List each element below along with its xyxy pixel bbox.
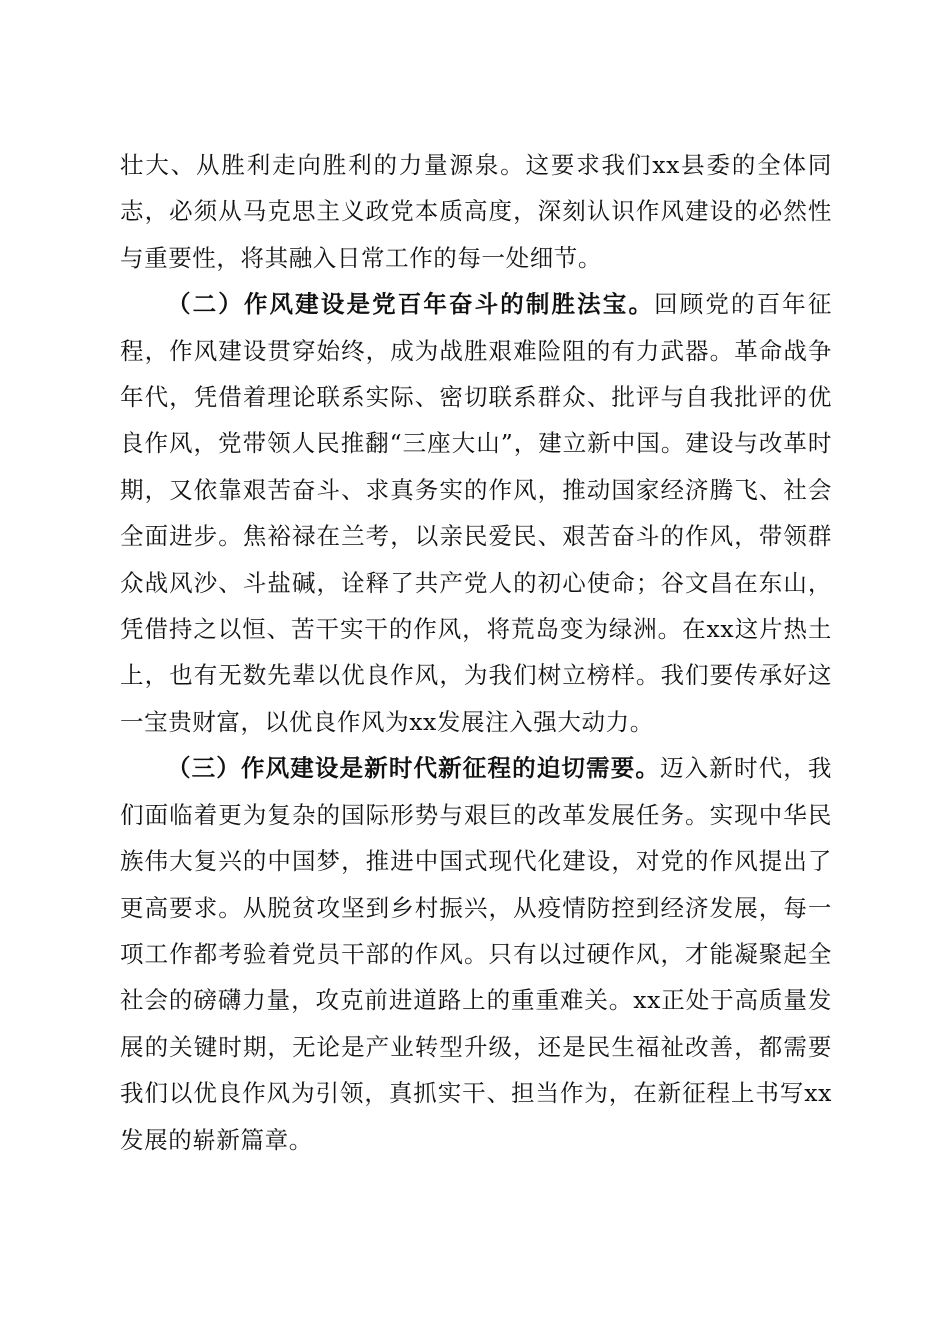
document-page: [120, 142, 832, 1163]
paragraph-section-3: [120, 745, 832, 1163]
section-heading: （三）作风建设是新时代新征程的迫切需要。: [167, 754, 660, 783]
section-heading: （二）作风建设是党百年奋斗的制胜法宝。: [167, 290, 655, 319]
paragraph-section-2: [120, 281, 832, 745]
paragraph-body: 壮大、从胜利走向胜利的力量源泉。这要求我们xx县委的全体同志，必须从马克思主义政党本质高度，深刻认识作风建设的必然性与重要性，将其融入日常工作的每一处细节。: [120, 151, 832, 272]
paragraph-body: 迈入新时代，我们面临着更为复杂的国际形势与艰巨的改革发展任务。实现中华民族伟大复兴的中国梦，推进中国式现代化建设，对党的作风提出了更高要求。从脱贫攻坚到乡村振兴，从疫情防控到经济发展，每一项工作都考验着党员干部的作风。只有以过硬作风，才能凝聚起全社会的磅礴力量，攻克前进道路上的重重难关。xx正处于高质量发展的关键时期，无论是产业转型升级，还是民生福祉改善，都需要我们以优良作风为引领，真抓实干、担当作为，在新征程上书写xx发展的崭新篇章。: [120, 754, 832, 1154]
paragraph-continuation: [120, 142, 832, 281]
paragraph-body: 回顾党的百年征程，作风建设贯穿始终，成为战胜艰难险阻的有力武器。革命战争年代，凭借着理论联系实际、密切联系群众、批评与自我批评的优良作风，党带领人民推翻“三座大山”，建立新中国。建设与改革时期，又依靠艰苦奋斗、求真务实的作风，推动国家经济腾飞、社会全面进步。焦裕禄在兰考，以亲民爱民、艰苦奋斗的作风，带领群众战风沙、斗盐碱，诠释了共产党人的初心使命；谷文昌在东山，凭借持之以恒、苦干实干的作风，将荒岛变为绿洲。在xx这片热土上，也有无数先辈以优良作风，为我们树立榜样。我们要传承好这一宝贵财富，以优良作风为xx发展注入强大动力。: [120, 290, 832, 736]
